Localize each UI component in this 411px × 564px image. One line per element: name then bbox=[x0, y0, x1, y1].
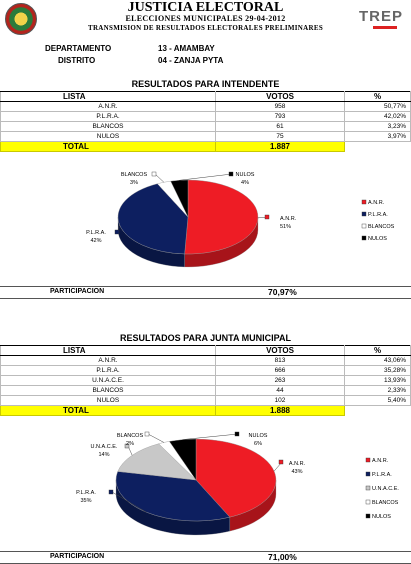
leader-line-blancos bbox=[155, 174, 164, 182]
data-label-name-blancos: BLANCOS bbox=[120, 172, 148, 178]
table-row bbox=[1, 122, 411, 132]
legend-entry-p-l-r-a: P.L.R.A. bbox=[368, 212, 388, 218]
trep-logo: TREP bbox=[359, 8, 403, 29]
row-votos: 813 bbox=[216, 356, 345, 366]
junta-participation bbox=[0, 551, 411, 564]
data-label-pct-blancos: 3% bbox=[130, 180, 138, 186]
intendente-title: RESULTADOS PARA INTENDENTE bbox=[131, 79, 280, 89]
total-label: TOTAL bbox=[1, 406, 216, 416]
row-votos: 793 bbox=[216, 112, 345, 122]
leader-line-blancos bbox=[148, 434, 164, 442]
total-value: 1.887 bbox=[216, 142, 345, 152]
row-pct: 3,97% bbox=[345, 132, 411, 142]
participation-value: 70,97% bbox=[268, 287, 297, 297]
data-label-name-blancos: BLANCOS bbox=[116, 433, 144, 439]
label-swatch-blancos bbox=[145, 432, 149, 436]
row-lista: BLANCOS bbox=[1, 386, 216, 396]
district-label: DISTRITO bbox=[58, 56, 96, 65]
department-label: DEPARTAMENTO bbox=[45, 44, 112, 53]
intendente-table bbox=[0, 91, 411, 152]
label-swatch-blancos bbox=[152, 172, 156, 176]
total-label: TOTAL bbox=[1, 142, 216, 152]
row-lista: NULOS bbox=[1, 396, 216, 406]
label-swatch-nulos bbox=[235, 432, 239, 436]
row-lista: BLANCOS bbox=[1, 122, 216, 132]
row-lista: A.N.R. bbox=[1, 102, 216, 112]
table-row bbox=[1, 396, 411, 406]
row-lista: U.N.A.C.E. bbox=[1, 376, 216, 386]
department-value: 13 - AMAMBAY bbox=[158, 44, 215, 53]
legend-swatch-nulos bbox=[366, 514, 370, 518]
label-swatch-a-n-r bbox=[265, 215, 269, 219]
table-row bbox=[1, 366, 411, 376]
legend-swatch-blancos bbox=[362, 224, 366, 228]
table-row bbox=[1, 102, 411, 112]
data-label-name-u-n-a-c-e: U.N.A.C.E. bbox=[90, 444, 118, 450]
legend-swatch-a-n-r bbox=[362, 200, 366, 204]
page-subtitle: ELECCIONES MUNICIPALES 29-04-2012 bbox=[125, 14, 286, 23]
total-row bbox=[1, 142, 411, 152]
row-votos: 263 bbox=[216, 376, 345, 386]
row-pct: 42,02% bbox=[345, 112, 411, 122]
legend-entry-nulos: NULOS bbox=[372, 514, 391, 520]
data-label-name-nulos: NULOS bbox=[248, 433, 268, 439]
data-label-name-nulos: NULOS bbox=[235, 172, 255, 178]
row-pct: 50,77% bbox=[345, 102, 411, 112]
legend-swatch-p-l-r-a bbox=[362, 212, 366, 216]
legend-entry-p-l-r-a: P.L.R.A. bbox=[372, 472, 392, 478]
intendente-participation bbox=[0, 286, 411, 299]
label-swatch-p-l-r-a bbox=[115, 230, 119, 234]
label-swatch-p-l-r-a bbox=[109, 490, 113, 494]
row-lista: NULOS bbox=[1, 132, 216, 142]
legend-entry-blancos: BLANCOS bbox=[372, 500, 399, 506]
junta-pie-chart bbox=[0, 424, 411, 548]
row-pct: 13,93% bbox=[345, 376, 411, 386]
data-label-pct-a-n-r: 43% bbox=[291, 469, 303, 475]
column-header-lista: LISTA bbox=[1, 346, 216, 356]
row-votos: 958 bbox=[216, 102, 345, 112]
participation-label: PARTICIPACION bbox=[50, 553, 105, 560]
row-votos: 102 bbox=[216, 396, 345, 406]
data-label-name-p-l-r-a: P.L.R.A. bbox=[86, 230, 106, 236]
legend-swatch-p-l-r-a bbox=[366, 472, 370, 476]
label-swatch-nulos bbox=[229, 172, 233, 176]
table-row bbox=[1, 376, 411, 386]
participation-value: 71,00% bbox=[268, 552, 297, 562]
row-pct: 2,33% bbox=[345, 386, 411, 396]
participation-label: PARTICIPACION bbox=[50, 288, 105, 295]
intendente-pie-chart bbox=[0, 162, 411, 286]
column-header-pct: % bbox=[345, 346, 411, 356]
row-pct: 3,23% bbox=[345, 122, 411, 132]
row-votos: 44 bbox=[216, 386, 345, 396]
row-pct: 35,28% bbox=[345, 366, 411, 376]
legend-entry-u-n-a-c-e: U.N.A.C.E. bbox=[372, 486, 399, 492]
data-label-pct-p-l-r-a: 42% bbox=[90, 238, 102, 244]
row-pct: 5,40% bbox=[345, 396, 411, 406]
label-swatch-a-n-r bbox=[279, 460, 283, 464]
row-lista: P.L.R.A. bbox=[1, 366, 216, 376]
row-pct: 43,06% bbox=[345, 356, 411, 366]
junta-title: RESULTADOS PARA JUNTA MUNICIPAL bbox=[120, 333, 291, 343]
row-lista: P.L.R.A. bbox=[1, 112, 216, 122]
column-header-votos: VOTOS bbox=[216, 92, 345, 102]
district-value: 04 - ZANJA PYTA bbox=[158, 56, 224, 65]
table-row bbox=[1, 356, 411, 366]
data-label-name-a-n-r: A.N.R. bbox=[288, 461, 306, 467]
legend-entry-a-n-r: A.N.R. bbox=[368, 200, 385, 206]
legend-swatch-a-n-r bbox=[366, 458, 370, 462]
table-row bbox=[1, 132, 411, 142]
data-label-pct-blancos: 2% bbox=[126, 441, 134, 447]
data-label-pct-a-n-r: 51% bbox=[280, 224, 292, 230]
legend-swatch-nulos bbox=[362, 236, 366, 240]
column-header-votos: VOTOS bbox=[216, 346, 345, 356]
legend-swatch-u-n-a-c-e bbox=[366, 486, 370, 490]
legend-entry-a-n-r: A.N.R. bbox=[372, 458, 389, 464]
data-label-pct-nulos: 4% bbox=[241, 180, 249, 186]
data-label-name-a-n-r: A.N.R. bbox=[280, 216, 297, 222]
legend-entry-nulos: NULOS bbox=[368, 236, 387, 242]
legend-entry-blancos: BLANCOS bbox=[368, 224, 395, 230]
row-votos: 61 bbox=[216, 122, 345, 132]
page-title: JUSTICIA ELECTORAL bbox=[127, 0, 284, 15]
table-row bbox=[1, 386, 411, 396]
data-label-pct-nulos: 6% bbox=[254, 441, 262, 447]
column-header-pct: % bbox=[345, 92, 411, 102]
total-row bbox=[1, 406, 411, 416]
junta-table bbox=[0, 345, 411, 416]
row-votos: 666 bbox=[216, 366, 345, 376]
data-label-pct-u-n-a-c-e: 14% bbox=[98, 452, 110, 458]
table-row bbox=[1, 112, 411, 122]
legend-swatch-blancos bbox=[366, 500, 370, 504]
row-lista: A.N.R. bbox=[1, 356, 216, 366]
data-label-name-p-l-r-a: P.L.R.A. bbox=[76, 490, 96, 496]
total-value: 1.888 bbox=[216, 406, 345, 416]
leader-line-nulos bbox=[179, 174, 232, 180]
leader-line-nulos bbox=[182, 434, 238, 440]
row-votos: 75 bbox=[216, 132, 345, 142]
data-label-pct-p-l-r-a: 35% bbox=[80, 498, 92, 504]
page-subtitle-2: TRANSMISION DE RESULTADOS ELECTORALES PRELIMINARES bbox=[87, 24, 324, 32]
column-header-lista: LISTA bbox=[1, 92, 216, 102]
